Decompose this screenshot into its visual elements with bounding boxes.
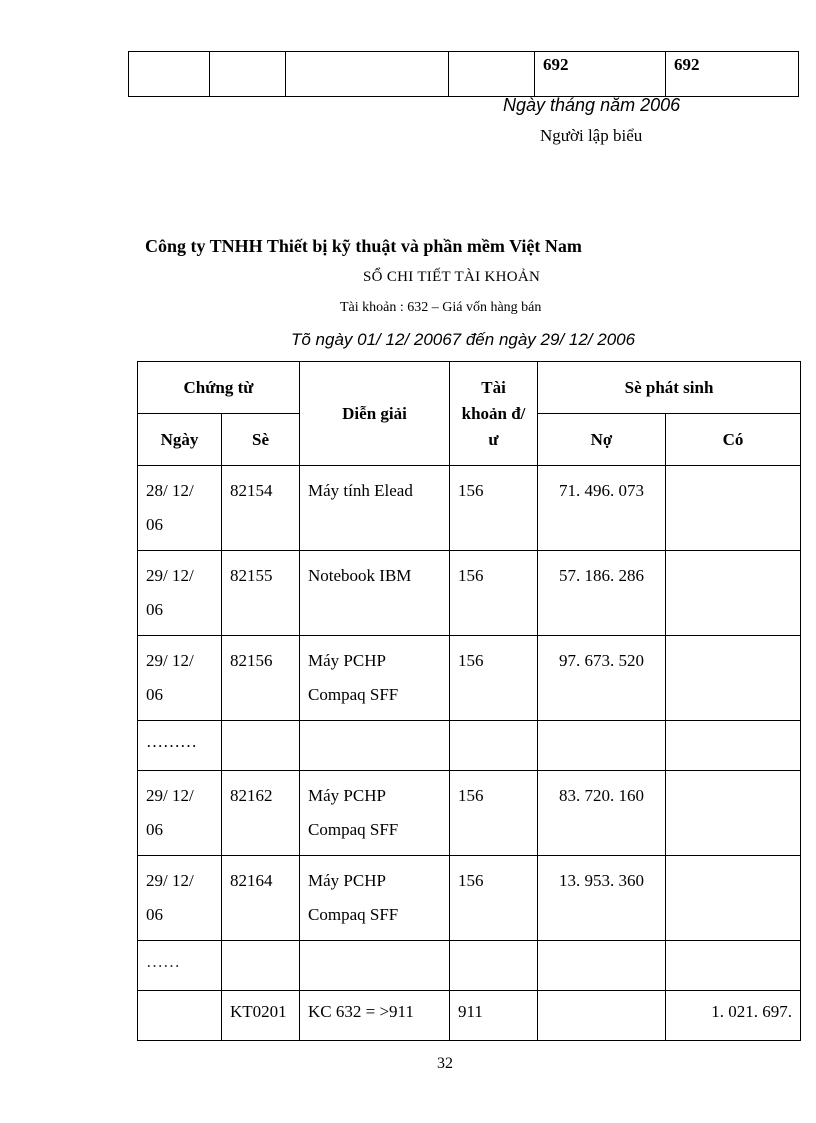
debit-cell xyxy=(538,941,666,991)
cell-line: 06 xyxy=(146,820,163,839)
voucher-header: Chứng từ xyxy=(138,362,300,414)
debit-cell: 13. 953. 360 xyxy=(538,856,666,941)
date-cell xyxy=(138,466,222,551)
number-cell: 82154 xyxy=(222,466,300,551)
credit-cell xyxy=(666,856,801,941)
number-header: Sè xyxy=(222,414,300,466)
description-cell xyxy=(300,856,450,941)
company-name: Công ty TNHH Thiết bị kỹ thuật và phần mềm Việt Nam xyxy=(145,236,582,256)
account-cell: 156 xyxy=(450,466,538,551)
account-cell: 156 xyxy=(450,856,538,941)
credit-cell xyxy=(666,551,801,636)
table-row xyxy=(138,636,801,721)
account-cell: 156 xyxy=(450,771,538,856)
total-debit-cell: 692 xyxy=(535,52,666,97)
contra-account-header xyxy=(450,362,538,466)
continued-table-footer xyxy=(128,51,799,97)
cell-line: Máy PCHP xyxy=(308,871,386,890)
cell-line: 29/ 12/ xyxy=(146,871,194,890)
table-row xyxy=(138,991,801,1041)
date-header: Ngày xyxy=(138,414,222,466)
number-cell: KT0201 xyxy=(222,991,300,1041)
table-row xyxy=(138,721,801,771)
amount-header: Sè phát sinh xyxy=(538,362,801,414)
cell-line: 06 xyxy=(146,905,163,924)
cell-line: 28/ 12/ xyxy=(146,481,194,500)
table-cell xyxy=(286,52,449,97)
ellipsis-cell: ……… xyxy=(138,721,222,771)
account-line: Tài khoản : 632 – Giá vốn hàng bán xyxy=(340,300,542,315)
credit-header: Có xyxy=(666,414,801,466)
debit-header: Nợ xyxy=(538,414,666,466)
credit-cell xyxy=(666,636,801,721)
cell-line: 29/ 12/ xyxy=(146,566,194,585)
header-line: ư xyxy=(488,429,499,449)
table-cell xyxy=(129,52,210,97)
cell-line: Compaq SFF xyxy=(308,820,399,839)
date-cell xyxy=(138,991,222,1041)
account-cell xyxy=(450,941,538,991)
description-header: Diễn giải xyxy=(300,362,450,466)
cell-line: Máy PCHP xyxy=(308,786,386,805)
description-cell xyxy=(300,941,450,991)
table-cell xyxy=(210,52,286,97)
table-row xyxy=(138,771,801,856)
cell-line: 29/ 12/ xyxy=(146,651,194,670)
date-cell xyxy=(138,771,222,856)
description-cell xyxy=(300,721,450,771)
page-number: 32 xyxy=(437,1055,453,1072)
credit-cell xyxy=(666,466,801,551)
description-cell xyxy=(300,636,450,721)
debit-cell xyxy=(538,991,666,1041)
credit-cell xyxy=(666,941,801,991)
cell-line: Máy tính Elead xyxy=(308,481,413,500)
table-row xyxy=(138,466,801,551)
cell-line: 06 xyxy=(146,685,163,704)
cell-line: 06 xyxy=(146,600,163,619)
ledger-table xyxy=(137,361,801,1041)
account-cell: 911 xyxy=(450,991,538,1041)
description-cell xyxy=(300,466,450,551)
header-line: Tài xyxy=(481,377,506,397)
debit-cell: 57. 186. 286 xyxy=(538,551,666,636)
table-row xyxy=(138,941,801,991)
header-row xyxy=(138,362,801,414)
debit-cell xyxy=(538,721,666,771)
number-cell xyxy=(222,721,300,771)
number-cell xyxy=(222,941,300,991)
description-cell xyxy=(300,551,450,636)
number-cell: 82155 xyxy=(222,551,300,636)
date-cell xyxy=(138,856,222,941)
table-row xyxy=(138,551,801,636)
credit-cell xyxy=(666,721,801,771)
debit-cell: 97. 673. 520 xyxy=(538,636,666,721)
cell-line: Compaq SFF xyxy=(308,685,399,704)
description-cell: KC 632 = >911 xyxy=(300,991,450,1041)
number-cell: 82162 xyxy=(222,771,300,856)
account-cell xyxy=(450,721,538,771)
description-cell xyxy=(300,771,450,856)
table-row xyxy=(129,52,799,97)
account-cell: 156 xyxy=(450,551,538,636)
total-credit-cell: 692 xyxy=(666,52,799,97)
date-cell xyxy=(138,551,222,636)
cell-line: 06 xyxy=(146,515,163,534)
header-line: khoản đ/ xyxy=(461,403,526,423)
cell-line: Máy PCHP xyxy=(308,651,386,670)
number-cell: 82156 xyxy=(222,636,300,721)
credit-cell xyxy=(666,771,801,856)
date-cell xyxy=(138,636,222,721)
preparer-label: Người lập biểu xyxy=(540,126,643,145)
cell-line: 29/ 12/ xyxy=(146,786,194,805)
ellipsis-cell: …… xyxy=(138,941,222,991)
number-cell: 82164 xyxy=(222,856,300,941)
cell-line: Compaq SFF xyxy=(308,905,399,924)
cell-line: Notebook IBM xyxy=(308,566,412,585)
signature-date: Ngày tháng năm 2006 xyxy=(503,95,681,115)
period-line: Tõ ngày 01/ 12/ 20067 đến ngày 29/ 12/ 2006 xyxy=(291,330,636,349)
account-cell: 156 xyxy=(450,636,538,721)
credit-cell: 1. 021. 697. xyxy=(666,991,801,1041)
debit-cell: 83. 720. 160 xyxy=(538,771,666,856)
table-row xyxy=(138,856,801,941)
table-cell xyxy=(449,52,535,97)
ledger-title: SỔ CHI TIẾT TÀI KHOẢN xyxy=(363,269,541,285)
debit-cell: 71. 496. 073 xyxy=(538,466,666,551)
